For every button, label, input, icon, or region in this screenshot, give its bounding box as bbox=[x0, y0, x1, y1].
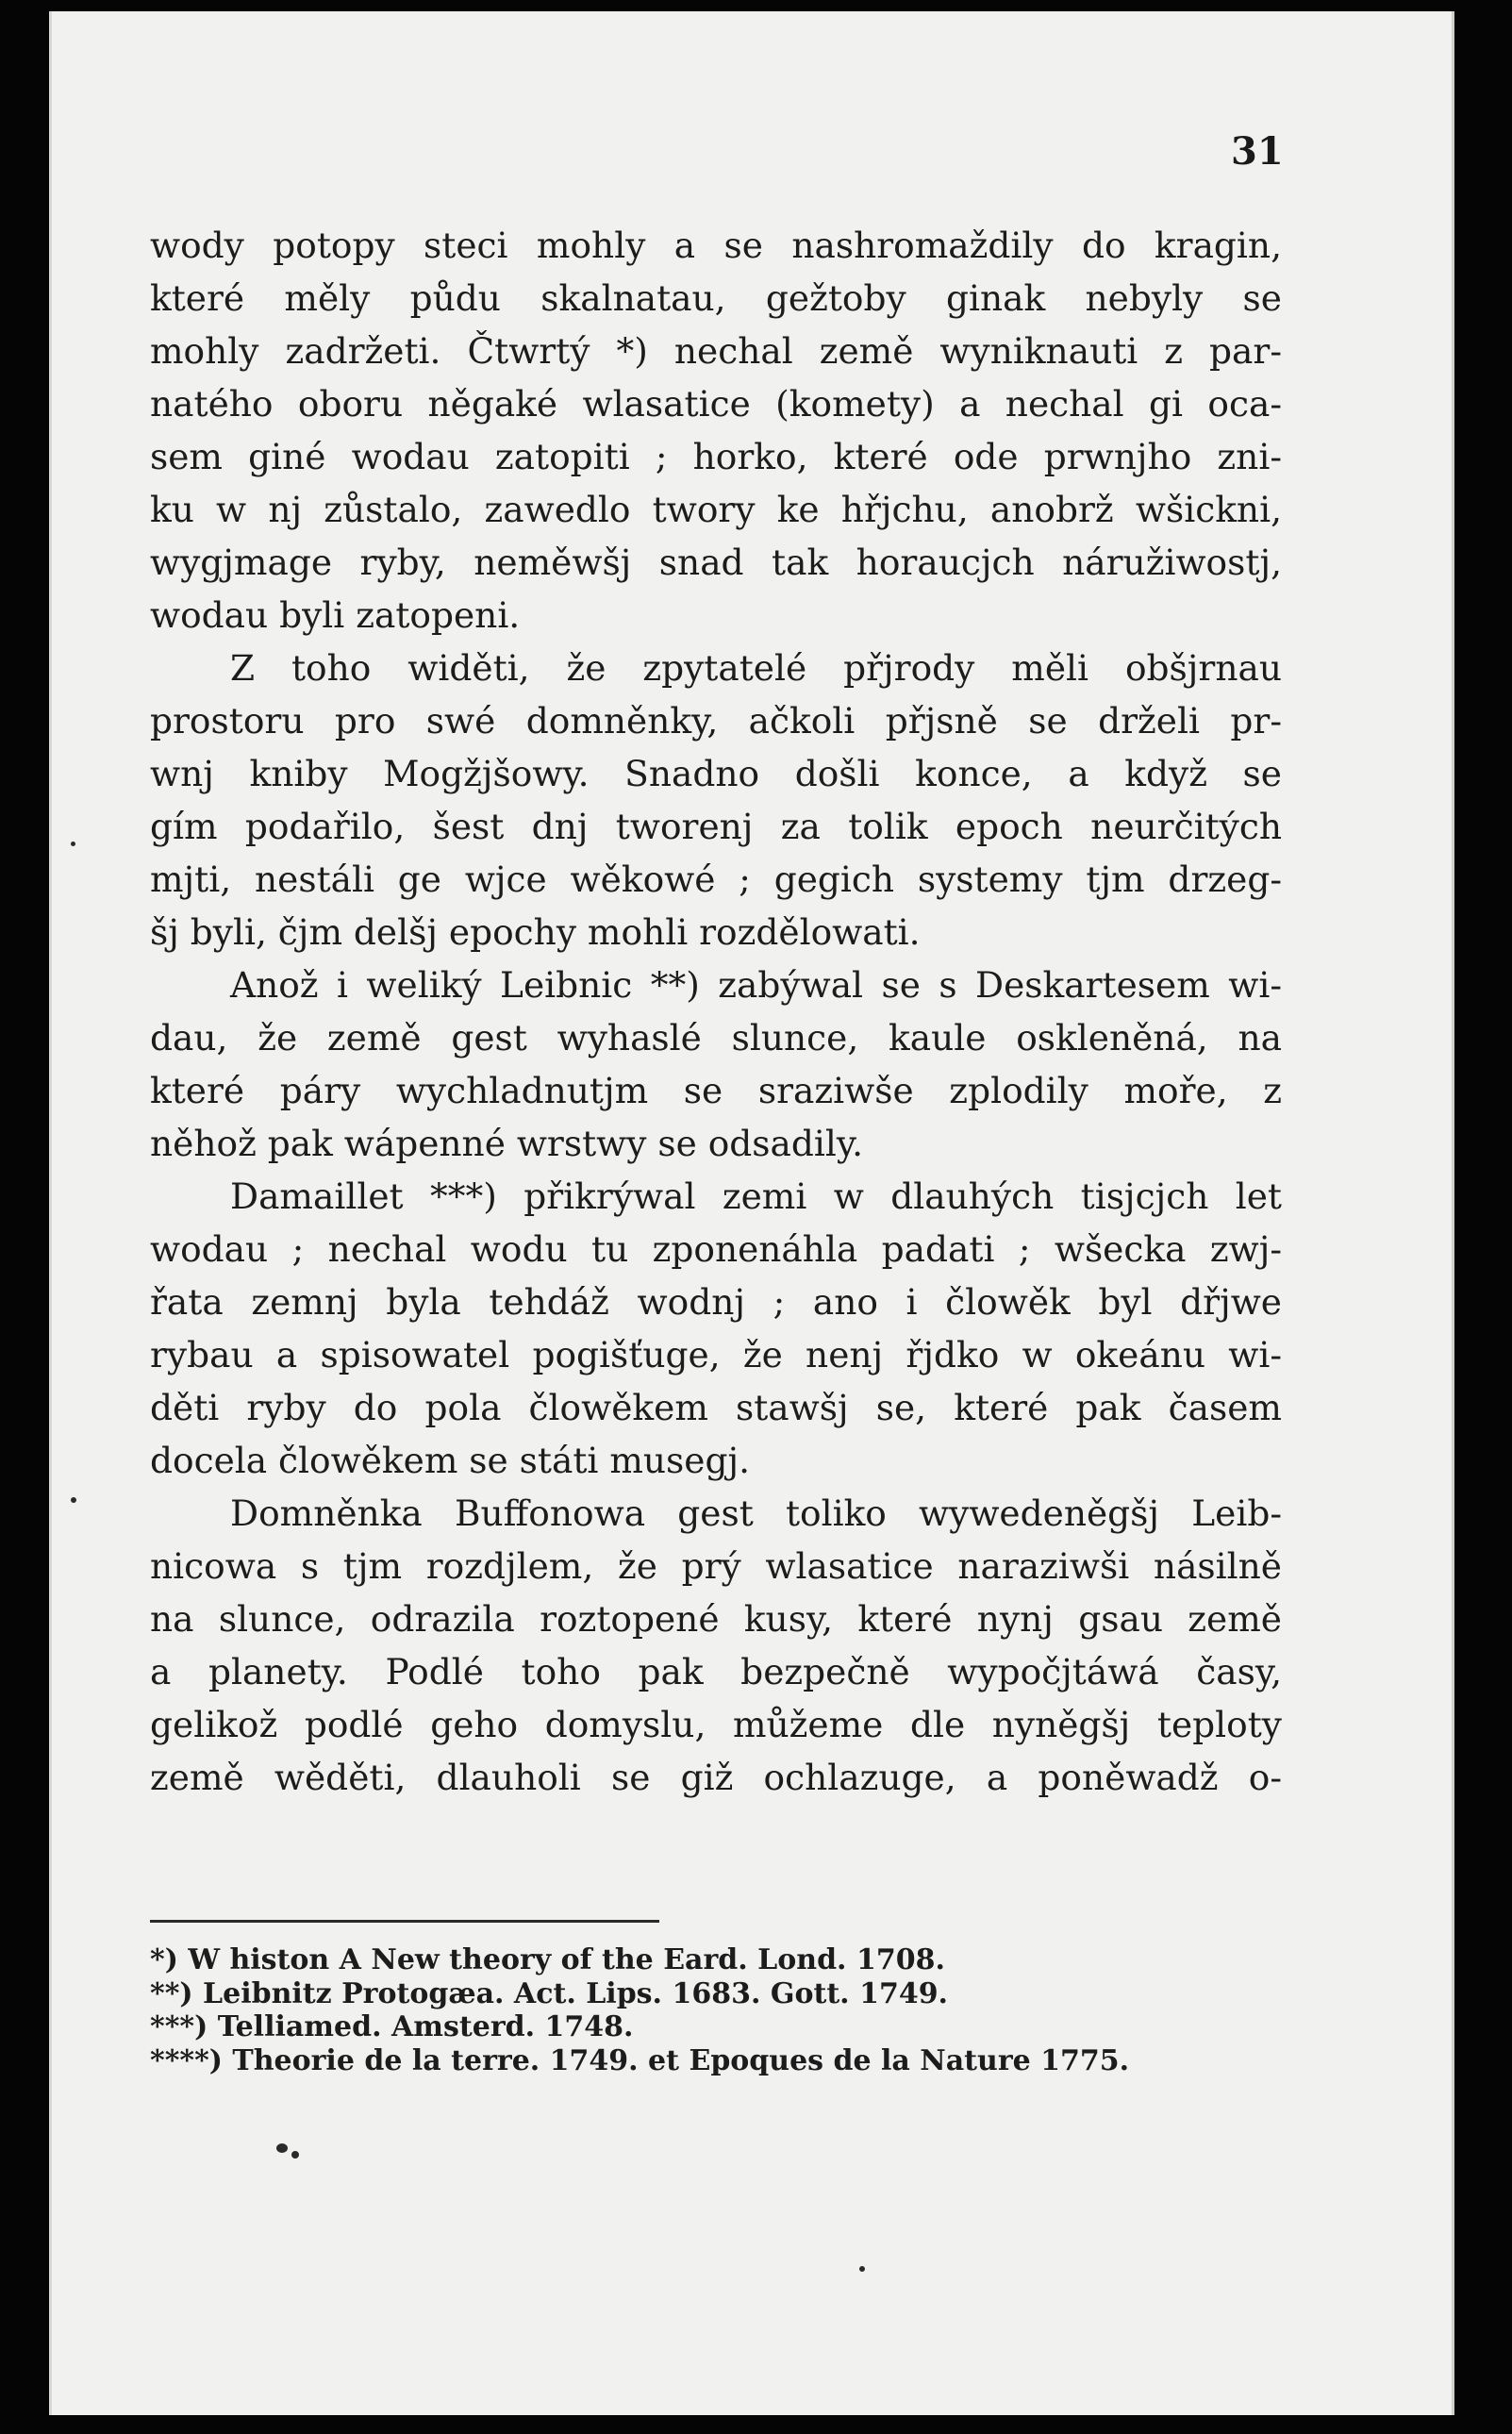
ink-speck bbox=[859, 2266, 865, 2272]
footnote: ****) Theorie de la terre. 1749. et Epoques de la Nature 1775. bbox=[150, 2043, 1130, 2077]
text-line: wygjmage ryby, neměwšj snad tak horaucjch náružiwostj, bbox=[150, 542, 1282, 583]
text-line: mjti, nestáli ge wjce wěkowé ; gegich systemy tjm drzeg- bbox=[150, 859, 1282, 900]
text-line: Z toho widěti, že zpytatelé přjrody měli obšjrnau bbox=[230, 647, 1282, 689]
text-line: wodau byli zatopeni. bbox=[150, 594, 521, 636]
text-line: šj byli, čjm delšj epochy mohli rozdělowati. bbox=[150, 911, 921, 953]
page-number: 31 bbox=[1231, 129, 1284, 174]
text-line: a planety. Podlé toho pak bezpečně wypočjtáwá časy, bbox=[150, 1651, 1282, 1692]
text-line: něhož pak wápenné wrstwy se odsadily. bbox=[150, 1123, 864, 1164]
ink-speck bbox=[291, 2151, 299, 2159]
footnote: **) Leibnitz Protogæa. Act. Lips. 1683. Gott. 1749. bbox=[150, 1976, 949, 2010]
footnote-rule bbox=[150, 1920, 659, 1923]
text-line: gím podařilo, šest dnj tworenj za tolik epoch neurčitých bbox=[150, 806, 1282, 847]
text-line: Anož i weliký Leibnic **) zabýwal se s Deskartesem wi- bbox=[230, 964, 1282, 1006]
text-line: které měly půdu skalnatau, gežtoby ginak nebyly se bbox=[150, 277, 1282, 319]
text-line: Damaillet ***) přikrýwal zemi w dlauhých tisjcjch let bbox=[230, 1175, 1282, 1217]
text-line: mohly zadržeti. Čtwrtý *) nechal země wyniknauti z par- bbox=[150, 330, 1282, 372]
footnote: *) W histon A New theory of the Eard. Lond. 1708. bbox=[150, 1943, 945, 1976]
text-line: které páry wychladnutjm se sraziwše zplodily moře, z bbox=[150, 1070, 1282, 1111]
text-line: dau, že země gest wyhaslé slunce, kaule oskleněná, na bbox=[150, 1017, 1282, 1059]
text-line: sem giné wodau zatopiti ; horko, které ode prwnjho zni- bbox=[150, 436, 1282, 477]
text-line: rybau a spisowatel pogišťuge, že nenj řjdko w okeánu wi- bbox=[150, 1334, 1282, 1375]
text-line: na slunce, odrazila roztopené kusy, které nynj gsau země bbox=[150, 1598, 1282, 1640]
text-line: řata zemnj byla tehdáž wodnj ; ano i člowěk byl dřjwe bbox=[150, 1281, 1282, 1323]
text-line: Domněnka Buffonowa gest toliko wywedeněgšj Leib- bbox=[230, 1492, 1282, 1534]
text-line: země wěděti, dlauholi se giž ochlazuge, a poněwadž o- bbox=[150, 1757, 1282, 1798]
footnote: ***) Telliamed. Amsterd. 1748. bbox=[150, 2010, 634, 2043]
text-line: wnj kniby Mogžjšowy. Snadno došli konce, a když se bbox=[150, 753, 1282, 794]
ink-speck bbox=[276, 2143, 288, 2153]
footnotes bbox=[150, 1943, 1282, 2077]
body-text bbox=[150, 219, 1282, 1804]
text-line: ku w nj zůstalo, zawedlo twory ke hřjchu, anobrž wšickni, bbox=[150, 489, 1282, 530]
text-line: natého oboru něgaké wlasatice (komety) a nechal gi oca- bbox=[150, 383, 1282, 425]
ink-speck bbox=[71, 1497, 76, 1503]
text-line: wody potopy steci mohly a se nashromaždily do kragin, bbox=[150, 225, 1282, 266]
text-line: gelikož podlé geho domyslu, můžeme dle nyněgšj teploty bbox=[150, 1704, 1282, 1745]
ink-speck bbox=[71, 842, 75, 846]
text-line: prostoru pro swé domněnky, ačkoli přjsně se drželi pr- bbox=[150, 700, 1282, 742]
book-page bbox=[49, 11, 1454, 2415]
text-line: wodau ; nechal wodu tu zponenáhla padati ; wšecka zwj- bbox=[150, 1228, 1282, 1270]
text-line: děti ryby do pola člowěkem stawšj se, které pak časem bbox=[150, 1387, 1282, 1428]
text-line: docela člowěkem se státi musegj. bbox=[150, 1440, 751, 1481]
text-line: nicowa s tjm rozdjlem, že prý wlasatice naraziwši násilně bbox=[150, 1545, 1282, 1587]
